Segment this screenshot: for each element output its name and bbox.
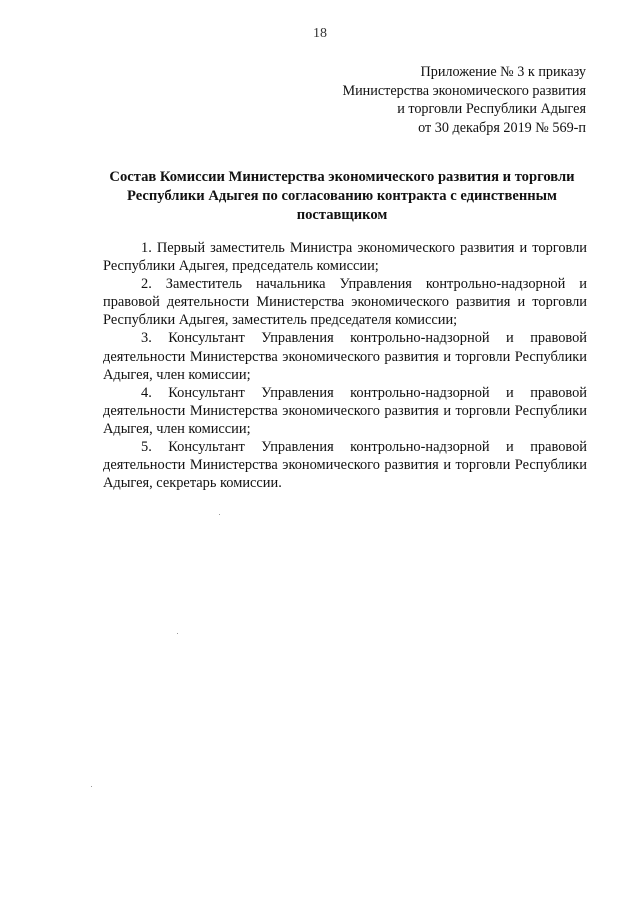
list-item: 5. Консультант Управления контрольно-надзорной и правовой деятельности Министерства экономического развития и торговли Республики Адыгея, секретарь комиссии. bbox=[103, 439, 587, 492]
document-title bbox=[96, 168, 588, 225]
title-line-2: Республики Адыгея по согласованию контракта с единственным bbox=[127, 188, 557, 204]
appendix-header bbox=[256, 63, 586, 137]
commission-member-list bbox=[103, 239, 587, 492]
title-line-3: поставщиком bbox=[296, 207, 388, 223]
appendix-line-4: от 30 декабря 2019 № 569-п bbox=[418, 119, 586, 136]
appendix-line-2: Министерства экономического развития bbox=[342, 82, 586, 99]
scan-speck bbox=[91, 786, 92, 787]
page-number: 18 bbox=[313, 26, 327, 41]
appendix-line-3: и торговли Республики Адыгея bbox=[397, 101, 586, 117]
title-line-1: Состав Комиссии Министерства экономического развития и торговли bbox=[109, 169, 575, 185]
scan-speck bbox=[219, 514, 220, 515]
list-item: 3. Консультант Управления контрольно-надзорной и правовой деятельности Министерства экономического развития и торговли Республики Адыгея, член комиссии; bbox=[103, 330, 587, 383]
appendix-line-1: Приложение № 3 к приказу bbox=[420, 64, 586, 80]
list-item: 4. Консультант Управления контрольно-надзорной и правовой деятельности Министерства экономического развития и торговли Республики Адыгея, член комиссии; bbox=[103, 384, 587, 437]
list-item: 2. Заместитель начальника Управления контрольно-надзорной и правовой деятельности Министерства экономического развития и торговли Республики Адыгея, заместитель председателя комиссии; bbox=[103, 276, 587, 329]
scan-speck bbox=[177, 633, 178, 634]
list-item: 1. Первый заместитель Министра экономического развития и торговли Республики Адыгея, председатель комиссии; bbox=[103, 240, 587, 275]
